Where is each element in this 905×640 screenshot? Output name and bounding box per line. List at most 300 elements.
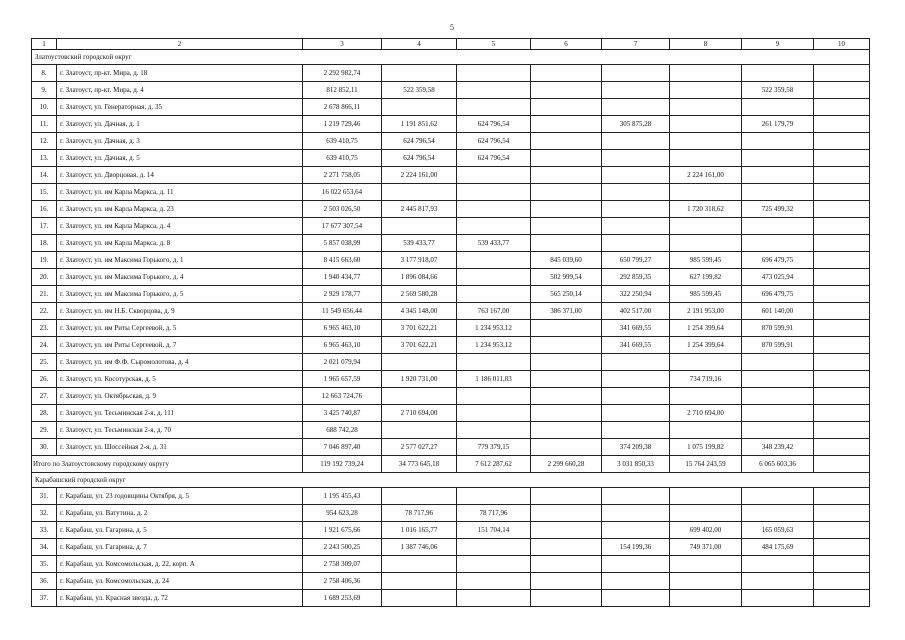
amount-cell xyxy=(814,116,870,133)
amount-cell xyxy=(457,488,531,505)
table-row xyxy=(32,488,870,505)
amount-cell xyxy=(670,184,742,201)
address-cell: г. Златоуст, ул. им Н.Б. Скворцова, д. 9 xyxy=(57,303,303,320)
table-row xyxy=(32,539,870,556)
amount-cell: 624 796,54 xyxy=(457,116,531,133)
amount-cell: 565 250,14 xyxy=(531,286,602,303)
column-header: 9 xyxy=(742,39,814,50)
amount-cell xyxy=(742,133,814,150)
amount-cell: 12 663 724,76 xyxy=(303,388,382,405)
amount-cell xyxy=(742,388,814,405)
table-row xyxy=(32,573,870,590)
amount-cell xyxy=(457,286,531,303)
section-title: Карабашский городской округ xyxy=(32,473,870,488)
amount-cell xyxy=(457,422,531,439)
amount-cell xyxy=(814,371,870,388)
column-header: 10 xyxy=(814,39,870,50)
amount-cell xyxy=(814,439,870,456)
amount-cell xyxy=(382,388,457,405)
row-number: 32. xyxy=(32,505,57,522)
amount-cell: 522 359,58 xyxy=(382,82,457,99)
amount-cell: 502 999,54 xyxy=(531,269,602,286)
address-cell: г. Златоуст, пр-кт. Мира, д. 18 xyxy=(57,65,303,82)
amount-cell: 2 271 758,05 xyxy=(303,167,382,184)
section-header-row xyxy=(32,50,870,65)
amount-cell: 734 719,16 xyxy=(670,371,742,388)
amount-cell: 78 717,96 xyxy=(457,505,531,522)
amount-cell xyxy=(457,573,531,590)
amount-cell xyxy=(670,65,742,82)
row-number: 14. xyxy=(32,167,57,184)
table-row xyxy=(32,422,870,439)
amount-cell xyxy=(670,82,742,99)
table-row xyxy=(32,269,870,286)
amount-cell: 386 371,00 xyxy=(531,303,602,320)
amount-cell: 1 920 731,00 xyxy=(382,371,457,388)
amount-cell xyxy=(670,99,742,116)
column-header: 5 xyxy=(457,39,531,50)
amount-cell xyxy=(382,590,457,607)
address-cell: г. Златоуст, ул. им Карла Маркса, д. 4 xyxy=(57,218,303,235)
column-header: 8 xyxy=(670,39,742,50)
table-row xyxy=(32,99,870,116)
row-number: 20. xyxy=(32,269,57,286)
amount-cell: 845 039,60 xyxy=(531,252,602,269)
amount-cell: 305 875,28 xyxy=(602,116,670,133)
amount-cell: 2 758 309,07 xyxy=(303,556,382,573)
amount-cell xyxy=(814,65,870,82)
amount-cell: 1 896 084,66 xyxy=(382,269,457,286)
row-number: 17. xyxy=(32,218,57,235)
amount-cell xyxy=(531,405,602,422)
table-row xyxy=(32,82,870,99)
total-row xyxy=(32,456,870,473)
row-number: 21. xyxy=(32,286,57,303)
amount-cell xyxy=(742,573,814,590)
table-row xyxy=(32,252,870,269)
amount-cell xyxy=(382,354,457,371)
amount-cell xyxy=(457,99,531,116)
address-cell: г. Златоуст, ул. Генераторная, д. 35 xyxy=(57,99,303,116)
amount-cell: 870 599,91 xyxy=(742,320,814,337)
amount-cell xyxy=(814,573,870,590)
amount-cell xyxy=(814,184,870,201)
amount-cell: 2 678 866,11 xyxy=(303,99,382,116)
amount-cell: 1 254 399,64 xyxy=(670,320,742,337)
amount-cell: 473 025,94 xyxy=(742,269,814,286)
amount-cell: 954 623,28 xyxy=(303,505,382,522)
amount-cell xyxy=(814,337,870,354)
amount-cell: 1 186 011,83 xyxy=(457,371,531,388)
amount-cell xyxy=(457,590,531,607)
amount-cell xyxy=(531,167,602,184)
amount-cell xyxy=(670,150,742,167)
amount-cell: 985 599,45 xyxy=(670,252,742,269)
amount-cell xyxy=(602,65,670,82)
table-row xyxy=(32,167,870,184)
amount-cell: 812 852,11 xyxy=(303,82,382,99)
total-label: Итого по Златоустовскому городскому округу xyxy=(32,456,303,473)
amount-cell xyxy=(382,65,457,82)
amount-cell: 261 179,79 xyxy=(742,116,814,133)
amount-cell: 7 046 897,40 xyxy=(303,439,382,456)
amount-cell xyxy=(814,422,870,439)
amount-cell: 16 022 653,64 xyxy=(303,184,382,201)
amount-cell xyxy=(457,405,531,422)
address-cell: г. Златоуст, ул. им Карла Маркса, д. 8 xyxy=(57,235,303,252)
amount-cell: 2 445 817,93 xyxy=(382,201,457,218)
amount-cell: 749 371,00 xyxy=(670,539,742,556)
row-number: 8. xyxy=(32,65,57,82)
address-cell: г. Карабаш, ул. Гагарина, д. 5 xyxy=(57,522,303,539)
amount-cell xyxy=(670,488,742,505)
amount-cell: 6 965 463,10 xyxy=(303,337,382,354)
row-number: 33. xyxy=(32,522,57,539)
amount-cell xyxy=(531,488,602,505)
total-amount-cell: 34 773 645,18 xyxy=(382,456,457,473)
column-number-row xyxy=(32,39,870,50)
amount-cell: 624 796,54 xyxy=(382,133,457,150)
amount-cell xyxy=(531,590,602,607)
amount-cell xyxy=(382,556,457,573)
total-amount-cell: 119 192 739,24 xyxy=(303,456,382,473)
address-cell: г. Златоуст, ул. им Риты Сергеевой, д. 5 xyxy=(57,320,303,337)
amount-cell xyxy=(670,354,742,371)
amount-cell: 985 599,45 xyxy=(670,286,742,303)
amount-cell xyxy=(602,99,670,116)
amount-cell: 3 701 622,21 xyxy=(382,320,457,337)
amount-cell: 1 940 434,77 xyxy=(303,269,382,286)
amount-cell xyxy=(742,405,814,422)
total-amount-cell: 3 031 850,33 xyxy=(602,456,670,473)
address-cell: г. Златоуст, ул. Дворцовая, д. 14 xyxy=(57,167,303,184)
row-number: 10. xyxy=(32,99,57,116)
row-number: 31. xyxy=(32,488,57,505)
table-row xyxy=(32,354,870,371)
address-cell: г. Карабаш, ул. Комсомольская, д. 24 xyxy=(57,573,303,590)
amount-cell xyxy=(670,133,742,150)
row-number: 13. xyxy=(32,150,57,167)
amount-cell xyxy=(382,184,457,201)
amount-cell xyxy=(814,303,870,320)
section-header-row xyxy=(32,473,870,488)
amount-cell xyxy=(814,590,870,607)
amount-cell xyxy=(742,505,814,522)
amount-cell xyxy=(742,590,814,607)
amount-cell xyxy=(814,133,870,150)
amount-cell: 1 234 953,12 xyxy=(457,320,531,337)
amount-cell: 374 209,38 xyxy=(602,439,670,456)
table-row xyxy=(32,320,870,337)
row-number: 37. xyxy=(32,590,57,607)
amount-cell xyxy=(531,99,602,116)
amount-cell xyxy=(382,99,457,116)
amount-cell xyxy=(531,184,602,201)
address-cell: г. Златоуст, ул. Дачная, д. 5 xyxy=(57,150,303,167)
amount-cell: 2 021 079,94 xyxy=(303,354,382,371)
amount-cell xyxy=(814,556,870,573)
amount-cell xyxy=(814,201,870,218)
amount-cell: 8 415 663,60 xyxy=(303,252,382,269)
table-row xyxy=(32,150,870,167)
total-amount-cell: 15 764 243,59 xyxy=(670,456,742,473)
amount-cell xyxy=(670,422,742,439)
amount-cell: 3 701 622,21 xyxy=(382,337,457,354)
amount-cell xyxy=(457,82,531,99)
amount-cell xyxy=(814,235,870,252)
amount-cell: 539 433,77 xyxy=(382,235,457,252)
address-cell: г. Златоуст, ул. Тесьминская 2-я, д. 70 xyxy=(57,422,303,439)
amount-cell: 1 965 657,59 xyxy=(303,371,382,388)
amount-cell: 4 345 148,00 xyxy=(382,303,457,320)
amount-cell xyxy=(457,65,531,82)
amount-cell xyxy=(814,82,870,99)
amount-cell: 699 402,00 xyxy=(670,522,742,539)
table-row xyxy=(32,522,870,539)
amount-cell: 2 224 161,00 xyxy=(382,167,457,184)
row-number: 15. xyxy=(32,184,57,201)
amount-cell xyxy=(457,252,531,269)
address-cell: г. Златоуст, ул. Дачная, д. 3 xyxy=(57,133,303,150)
amount-cell xyxy=(742,371,814,388)
row-number: 24. xyxy=(32,337,57,354)
amount-cell: 5 857 038,99 xyxy=(303,235,382,252)
address-cell: г. Златоуст, ул. Октябрьская, д. 9 xyxy=(57,388,303,405)
amount-cell: 2 292 982,74 xyxy=(303,65,382,82)
row-number: 11. xyxy=(32,116,57,133)
amount-cell: 696 479,75 xyxy=(742,252,814,269)
row-number: 34. xyxy=(32,539,57,556)
amount-cell: 3 425 740,87 xyxy=(303,405,382,422)
amount-cell: 2 243 500,25 xyxy=(303,539,382,556)
amount-cell: 2 503 026,50 xyxy=(303,201,382,218)
amount-cell: 627 199,82 xyxy=(670,269,742,286)
amount-cell: 2 224 161,00 xyxy=(670,167,742,184)
amount-cell xyxy=(814,320,870,337)
amount-cell xyxy=(742,218,814,235)
amount-cell xyxy=(814,218,870,235)
amount-cell xyxy=(670,505,742,522)
amount-cell xyxy=(457,201,531,218)
total-amount-cell xyxy=(814,456,870,473)
amount-cell xyxy=(814,388,870,405)
address-cell: г. Карабаш, ул. Красная звезда, д. 72 xyxy=(57,590,303,607)
table-row xyxy=(32,235,870,252)
table-row xyxy=(32,388,870,405)
amount-cell xyxy=(531,337,602,354)
address-cell: г. Карабаш, ул. Ватутина, д. 2 xyxy=(57,505,303,522)
column-header: 1 xyxy=(32,39,57,50)
amount-cell xyxy=(814,354,870,371)
table-row xyxy=(32,201,870,218)
amount-cell xyxy=(602,405,670,422)
amount-cell xyxy=(602,388,670,405)
address-cell: г. Златоуст, ул. им Максима Горького, д. 5 xyxy=(57,286,303,303)
amount-cell: 639 410,75 xyxy=(303,150,382,167)
amount-cell: 2 929 178,77 xyxy=(303,286,382,303)
amount-cell xyxy=(602,371,670,388)
table-row xyxy=(32,337,870,354)
amount-cell xyxy=(457,184,531,201)
amount-cell: 1 219 729,46 xyxy=(303,116,382,133)
amount-cell: 779 379,15 xyxy=(457,439,531,456)
amount-cell xyxy=(531,556,602,573)
amount-cell: 151 704,14 xyxy=(457,522,531,539)
amount-cell xyxy=(531,133,602,150)
amount-cell xyxy=(531,116,602,133)
amount-cell xyxy=(742,184,814,201)
amount-cell xyxy=(457,388,531,405)
column-header: 6 xyxy=(531,39,602,50)
column-header: 4 xyxy=(382,39,457,50)
table-row xyxy=(32,556,870,573)
table-row xyxy=(32,439,870,456)
amount-cell xyxy=(382,218,457,235)
address-cell: г. Златоуст, ул. Шоссейная 2-я, д. 31 xyxy=(57,439,303,456)
amount-cell: 292 859,35 xyxy=(602,269,670,286)
column-header: 2 xyxy=(57,39,303,50)
amount-cell: 1 689 253,69 xyxy=(303,590,382,607)
address-cell: г. Златоуст, ул. им Риты Сергеевой, д. 7 xyxy=(57,337,303,354)
amount-cell xyxy=(602,133,670,150)
amount-cell: 78 717,96 xyxy=(382,505,457,522)
address-cell: г. Златоуст, ул. Тесьминская 2-я, д. 111 xyxy=(57,405,303,422)
amount-cell: 17 677 307,54 xyxy=(303,218,382,235)
amount-cell xyxy=(814,505,870,522)
amount-cell: 2 569 580,28 xyxy=(382,286,457,303)
amount-cell: 624 796,54 xyxy=(382,150,457,167)
amount-cell xyxy=(742,556,814,573)
amount-cell xyxy=(670,218,742,235)
amount-cell: 154 199,36 xyxy=(602,539,670,556)
amount-cell: 650 799,27 xyxy=(602,252,670,269)
amount-cell: 1 016 165,77 xyxy=(382,522,457,539)
amount-cell xyxy=(531,388,602,405)
amount-cell: 1 387 746,06 xyxy=(382,539,457,556)
address-cell: г. Златоуст, ул. им Карла Маркса, д. 11 xyxy=(57,184,303,201)
row-number: 29. xyxy=(32,422,57,439)
amount-cell xyxy=(531,354,602,371)
amount-cell xyxy=(670,590,742,607)
amount-cell: 165 059,63 xyxy=(742,522,814,539)
amount-cell: 688 742,28 xyxy=(303,422,382,439)
amount-cell: 484 175,69 xyxy=(742,539,814,556)
amount-cell xyxy=(531,539,602,556)
amount-cell xyxy=(531,82,602,99)
address-cell: г. Карабаш, ул. Гагарина, д. 7 xyxy=(57,539,303,556)
amount-cell: 3 177 918,07 xyxy=(382,252,457,269)
amount-cell: 1 075 199,82 xyxy=(670,439,742,456)
table-row xyxy=(32,116,870,133)
amount-cell xyxy=(457,167,531,184)
row-number: 27. xyxy=(32,388,57,405)
amount-cell xyxy=(814,99,870,116)
amount-cell xyxy=(602,422,670,439)
amount-cell xyxy=(531,218,602,235)
amount-cell: 1 195 455,43 xyxy=(303,488,382,505)
amount-cell xyxy=(814,539,870,556)
amount-cell xyxy=(602,354,670,371)
amount-cell xyxy=(742,488,814,505)
amount-cell xyxy=(531,65,602,82)
table-row xyxy=(32,286,870,303)
amount-cell xyxy=(531,422,602,439)
address-cell: г. Златоуст, пр-кт. Мира, д. 4 xyxy=(57,82,303,99)
amount-cell xyxy=(531,371,602,388)
amount-cell xyxy=(602,184,670,201)
amount-cell xyxy=(670,116,742,133)
row-number: 18. xyxy=(32,235,57,252)
amount-cell xyxy=(602,505,670,522)
row-number: 35. xyxy=(32,556,57,573)
amount-cell: 341 669,55 xyxy=(602,320,670,337)
amount-cell xyxy=(531,573,602,590)
section-title: Златоустовский городской округ xyxy=(32,50,870,65)
amount-cell xyxy=(382,488,457,505)
amount-cell: 1 921 675,66 xyxy=(303,522,382,539)
row-number: 9. xyxy=(32,82,57,99)
amount-cell xyxy=(457,354,531,371)
amount-cell: 1 720 318,62 xyxy=(670,201,742,218)
address-cell: г. Златоуст, ул. им Ф.Ф. Сыромолотова, д. 4 xyxy=(57,354,303,371)
amount-cell: 870 599,91 xyxy=(742,337,814,354)
amount-cell xyxy=(814,269,870,286)
amount-cell xyxy=(457,556,531,573)
amount-cell: 539 433,77 xyxy=(457,235,531,252)
amount-cell xyxy=(602,573,670,590)
amount-cell: 11 549 656,44 xyxy=(303,303,382,320)
row-number: 26. xyxy=(32,371,57,388)
table-row xyxy=(32,133,870,150)
amount-cell xyxy=(382,422,457,439)
table-row xyxy=(32,218,870,235)
page-number: 5 xyxy=(450,23,454,32)
amount-cell xyxy=(531,439,602,456)
amount-cell xyxy=(602,590,670,607)
table-row xyxy=(32,505,870,522)
amount-cell xyxy=(531,150,602,167)
row-number: 22. xyxy=(32,303,57,320)
amount-cell: 2 577 027,27 xyxy=(382,439,457,456)
amount-cell xyxy=(531,235,602,252)
amount-cell xyxy=(670,556,742,573)
amount-cell xyxy=(742,235,814,252)
amount-cell xyxy=(602,201,670,218)
amount-cell xyxy=(602,150,670,167)
address-cell: г. Златоуст, ул. им Максима Горького, д. 4 xyxy=(57,269,303,286)
amount-cell: 1 254 399,64 xyxy=(670,337,742,354)
row-number: 16. xyxy=(32,201,57,218)
row-number: 23. xyxy=(32,320,57,337)
amount-cell xyxy=(670,235,742,252)
amount-cell xyxy=(742,354,814,371)
amount-cell xyxy=(602,82,670,99)
amount-cell xyxy=(670,388,742,405)
amount-cell xyxy=(457,539,531,556)
amount-cell: 2 191 953,00 xyxy=(670,303,742,320)
column-header: 3 xyxy=(303,39,382,50)
table-row xyxy=(32,371,870,388)
amount-cell xyxy=(742,150,814,167)
amount-cell xyxy=(742,422,814,439)
amount-cell: 624 796,54 xyxy=(457,133,531,150)
amount-cell xyxy=(382,573,457,590)
amount-cell xyxy=(602,522,670,539)
amount-cell xyxy=(742,167,814,184)
amount-cell xyxy=(602,235,670,252)
amount-cell: 624 796,54 xyxy=(457,150,531,167)
row-number: 12. xyxy=(32,133,57,150)
